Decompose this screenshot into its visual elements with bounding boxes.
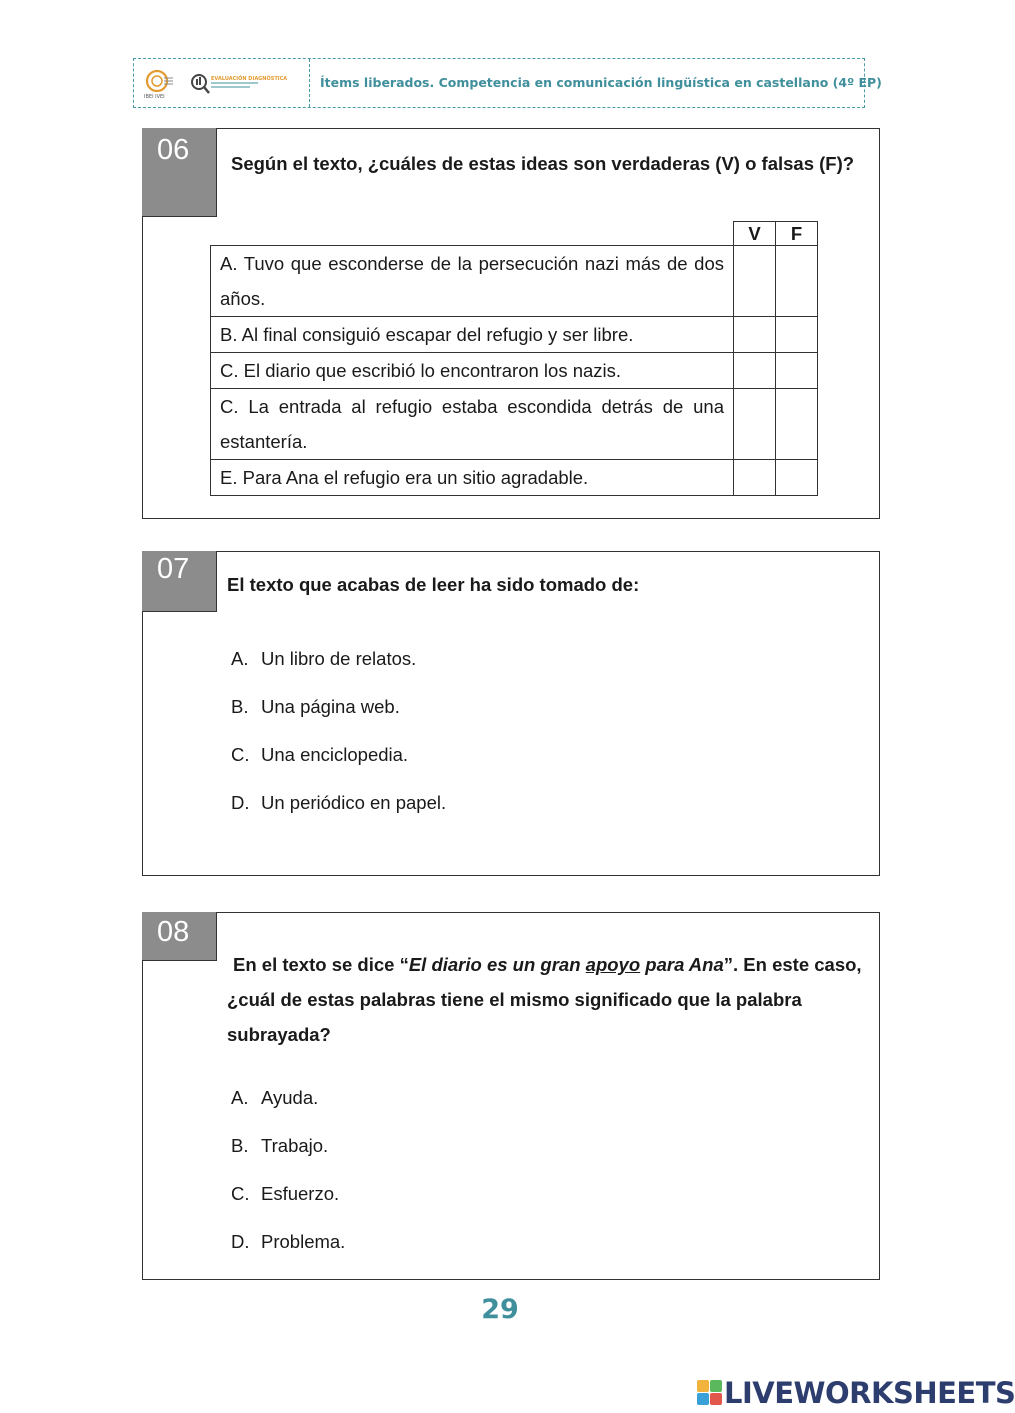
svg-text:IBEI IVEI: IBEI IVEI [144, 94, 165, 100]
answer-cell-f[interactable] [776, 353, 818, 389]
page-header [133, 58, 882, 108]
true-false-table [210, 221, 818, 496]
statement-text: B. Al final consiguió escapar del refugio y ser libre. [211, 317, 734, 353]
table-row [211, 353, 818, 389]
underlined-word: apoyo [585, 954, 641, 975]
statement-text: A. Tuvo que esconderse de la persecución nazi más de dos años. [211, 246, 734, 317]
answer-cell-f[interactable] [776, 460, 818, 496]
question-07 [142, 551, 880, 876]
liveworksheets-logo-icon [697, 1380, 723, 1406]
liveworksheets-watermark [697, 1376, 1015, 1410]
column-header-f: F [776, 222, 818, 246]
ivei-logo-icon [144, 69, 174, 99]
header-logos [134, 59, 310, 107]
answer-cell-v[interactable] [734, 389, 776, 460]
answer-cell-v[interactable] [734, 460, 776, 496]
question-number: 08 [142, 912, 217, 961]
question-number: 07 [142, 551, 217, 612]
answer-option[interactable]: A. Un libro de relatos. [231, 648, 417, 669]
statement-text: C. El diario que escribió lo encontraron los nazis. [211, 353, 734, 389]
answer-option[interactable]: D. Problema. [231, 1231, 346, 1252]
answer-cell-v[interactable] [734, 353, 776, 389]
answer-cell-v[interactable] [734, 246, 776, 317]
answer-option[interactable]: B. Una página web. [231, 696, 400, 717]
question-prompt: En el texto se dice “El diario es un gran apoyo para Ana”. En este caso, ¿cuál de estas palabras tiene el mismo significado que la palabra subrayada? [227, 954, 862, 1045]
page-number: 29 [481, 1294, 519, 1325]
answer-option[interactable]: A. Ayuda. [231, 1087, 319, 1108]
column-header-v: V [734, 222, 776, 246]
answer-option[interactable]: C. Esfuerzo. [231, 1183, 340, 1204]
question-08 [142, 912, 880, 1280]
statement-text: E. Para Ana el refugio era un sitio agradable. [211, 460, 734, 496]
table-row [211, 246, 818, 317]
question-number: 06 [142, 128, 217, 217]
answer-cell-f[interactable] [776, 389, 818, 460]
answer-option[interactable]: D. Un periódico en papel. [231, 792, 447, 813]
table-row [211, 317, 818, 353]
statement-text: C. La entrada al refugio estaba escondida detrás de una estantería. [211, 389, 734, 460]
question-06 [142, 128, 880, 519]
question-prompt: Según el texto, ¿cuáles de estas ideas son verdaderas (V) o falsas (F)? [231, 153, 855, 174]
answer-option[interactable]: C. Una enciclopedia. [231, 744, 409, 765]
answer-cell-f[interactable] [776, 317, 818, 353]
answer-cell-f[interactable] [776, 246, 818, 317]
header-title: Ítems liberados. Competencia en comunicación lingüística en castellano (4º EP) [320, 75, 882, 90]
answer-option[interactable]: B. Trabajo. [231, 1135, 329, 1156]
question-prompt: El texto que acabas de leer ha sido tomado de: [227, 574, 640, 595]
diagnostic-logo-icon [190, 71, 288, 97]
table-row [211, 460, 818, 496]
svg-text:EVALUACIÓN DIAGNÓSTICA: EVALUACIÓN DIAGNÓSTICA [211, 76, 288, 82]
answer-cell-v[interactable] [734, 317, 776, 353]
table-row [211, 389, 818, 460]
watermark-text: LIVEWORKSHEETS [724, 1376, 1015, 1410]
